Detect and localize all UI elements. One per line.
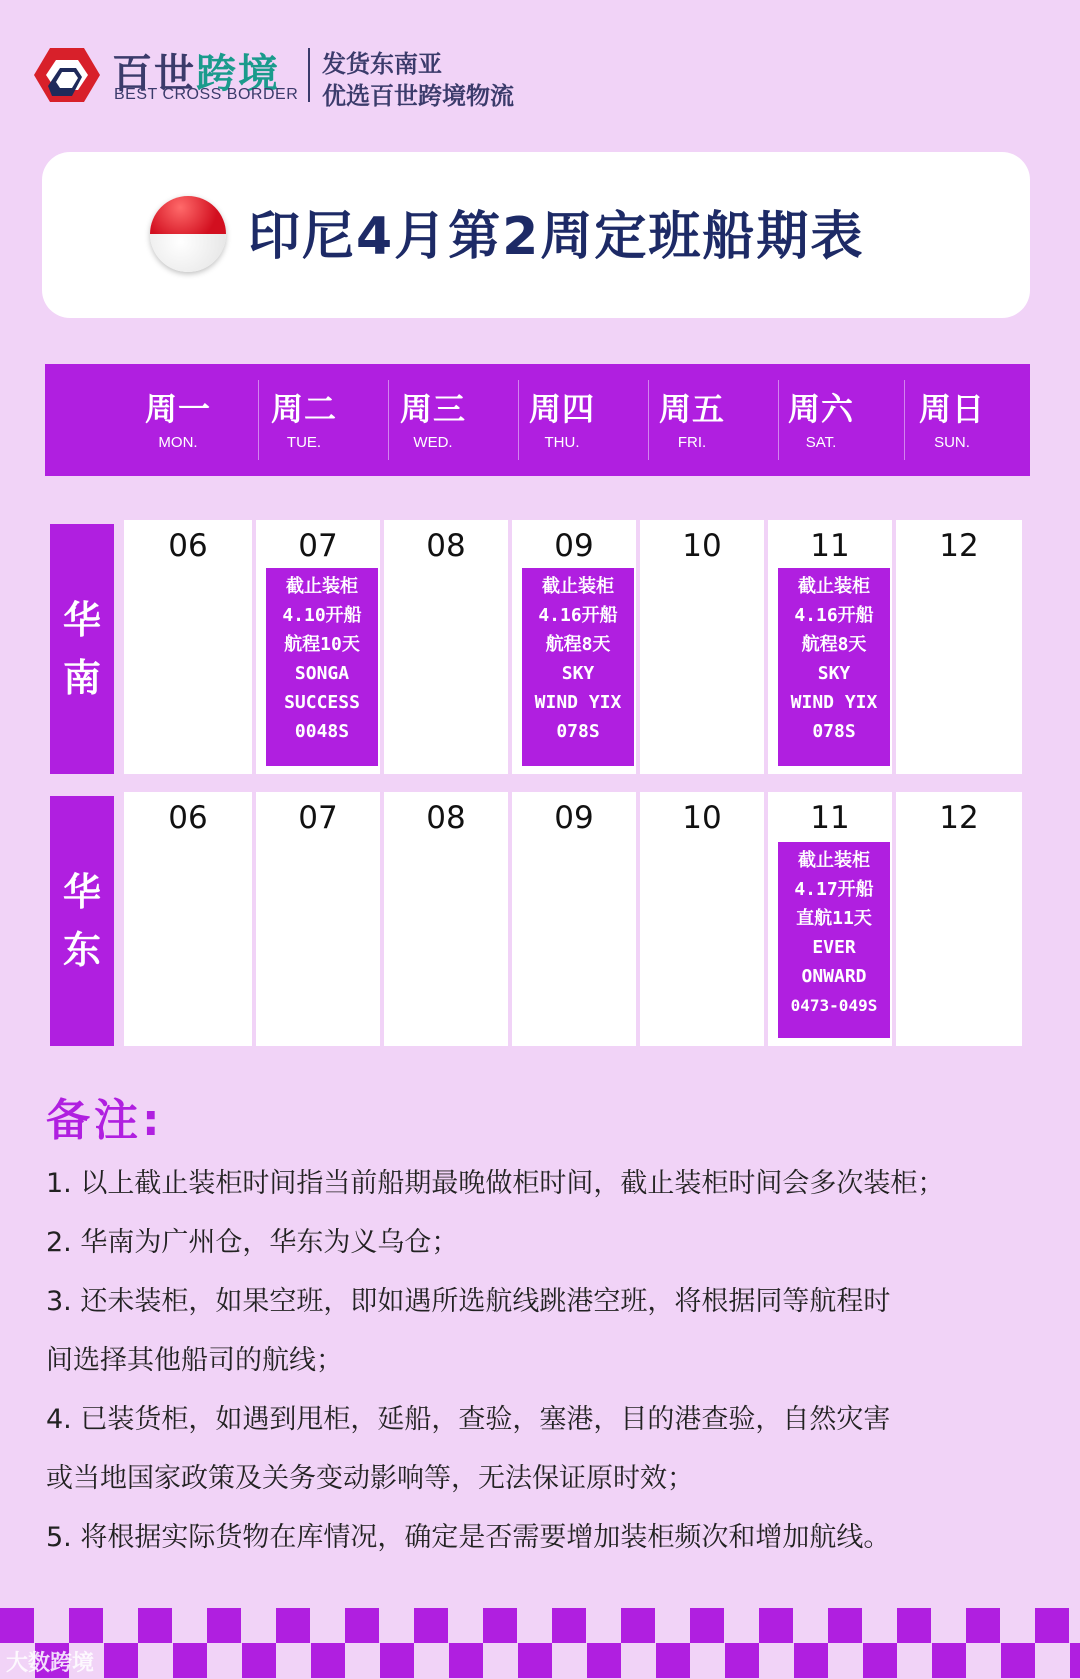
- note-item: 1. 以上截止装柜时间指当前船期最晚做柜时间，截止装柜时间会多次装柜；: [46, 1168, 945, 1199]
- weekday-thu: [497, 364, 627, 476]
- schedule-cell: [512, 520, 636, 774]
- vessel-name-2: WIND YIX: [790, 692, 878, 713]
- weekday-en: TUE.: [286, 434, 322, 451]
- note-item: 3. 还未装柜，如果空班，即如遇所选航线跳港空班，将根据同等航程时: [46, 1286, 891, 1317]
- sailing-info-box[interactable]: [266, 568, 378, 766]
- schedule-cell: [896, 520, 1022, 774]
- checker-square: [759, 1608, 793, 1643]
- sailing-info-box[interactable]: [778, 568, 890, 766]
- brand-divider: [308, 48, 310, 102]
- sailing-departure: 4.10开船: [282, 605, 362, 626]
- cell-date: 10: [682, 800, 722, 836]
- vessel-name-2: SUCCESS: [284, 692, 360, 713]
- weekday-fri: [627, 364, 757, 476]
- cell-date: 09: [554, 528, 594, 564]
- note-item: 5. 将根据实际货物在库情况，确定是否需要增加装柜频次和增加航线。: [46, 1522, 891, 1553]
- voyage-number: 078S: [812, 721, 856, 742]
- cell-date: 08: [426, 800, 466, 836]
- best-logo-icon: [32, 44, 102, 106]
- region-label-char: 东: [62, 928, 101, 972]
- checker-square: [449, 1643, 483, 1678]
- slogan-line-1: 发货东南亚: [322, 50, 442, 78]
- page-title: 印尼4月第2周定班船期表: [248, 207, 865, 267]
- cell-date: 12: [939, 800, 979, 836]
- sailing-cutoff: 截止装柜: [542, 576, 614, 597]
- weekday-en: WED.: [413, 434, 453, 451]
- voyage-number: 078S: [556, 721, 600, 742]
- note-item: 或当地国家政策及关务变动影响等，无法保证原时效；: [46, 1463, 694, 1494]
- checker-square: [725, 1643, 759, 1678]
- checker-square: [104, 1643, 138, 1678]
- checker-square: [587, 1643, 621, 1678]
- checker-square: [863, 1643, 897, 1678]
- cell-date: 12: [939, 528, 979, 564]
- checker-square: [345, 1608, 379, 1643]
- schedule-cell: [256, 520, 380, 774]
- indonesia-flag-icon: [150, 196, 226, 272]
- cell-date: 10: [682, 528, 722, 564]
- note-item: 2. 华南为广州仓，华东为义乌仓；: [46, 1227, 459, 1258]
- vessel-name-2: ONWARD: [801, 966, 867, 987]
- vessel-name-1: SONGA: [294, 663, 350, 684]
- vessel-name-2: WIND YIX: [534, 692, 622, 713]
- brand-name-en: BEST CROSS BORDER: [114, 86, 299, 103]
- checker-square: [0, 1608, 34, 1643]
- region-label-char: 南: [62, 656, 101, 700]
- note-item: 间选择其他船司的航线；: [46, 1345, 343, 1376]
- checker-square: [621, 1608, 655, 1643]
- checker-square: [656, 1643, 690, 1678]
- sailing-info-box[interactable]: [522, 568, 634, 766]
- weekday-cn: 周五: [658, 390, 725, 428]
- weekday-en: SUN.: [934, 434, 970, 451]
- sailing-departure: 4.17开船: [794, 879, 874, 900]
- cell-date: 09: [554, 800, 594, 836]
- title-card: [42, 152, 1030, 318]
- checker-square: [1070, 1643, 1080, 1678]
- checker-square: [483, 1608, 517, 1643]
- brand-header: [32, 40, 552, 108]
- sailing-cutoff: 截止装柜: [798, 576, 870, 597]
- weekday-en: MON.: [158, 434, 198, 451]
- region-label-south-china: [50, 524, 114, 774]
- schedule-cell: [640, 792, 764, 1046]
- slogan-line-2: 优选百世跨境物流: [322, 82, 514, 110]
- checker-square: [1035, 1608, 1069, 1643]
- weekday-cn: 周四: [528, 390, 595, 428]
- cell-date: 07: [298, 800, 338, 836]
- sailing-cutoff: 截止装柜: [798, 850, 870, 871]
- checker-square: [173, 1643, 207, 1678]
- note-item: 4. 已装货柜，如遇到甩柜，延船，查验，塞港，目的港查验，自然灾害: [46, 1404, 891, 1435]
- weekday-cn: 周二: [270, 390, 337, 428]
- cell-date: 06: [168, 800, 208, 836]
- checker-square: [138, 1608, 172, 1643]
- brand-name-cn-part1: 百世: [112, 51, 196, 97]
- cell-date: 11: [810, 528, 850, 564]
- weekday-cn: 周三: [399, 390, 466, 428]
- vessel-name-1: SKY: [561, 663, 595, 684]
- checker-square: [794, 1643, 828, 1678]
- schedule-cell: [256, 792, 380, 1046]
- notes-title: 备注:: [46, 1095, 164, 1146]
- brand-name-cn-part2: 跨境: [196, 51, 280, 97]
- sailing-duration: 航程8天: [801, 634, 867, 655]
- checker-square: [552, 1608, 586, 1643]
- voyage-number: 0048S: [294, 721, 350, 742]
- sailing-duration: 直航11天: [796, 908, 872, 929]
- weekday-en: FRI.: [677, 434, 707, 451]
- weekday-cn: 周六: [787, 390, 854, 428]
- weekday-header: [45, 364, 1030, 476]
- weekday-sun: [887, 364, 1017, 476]
- watermark-text: 大数跨境: [6, 1651, 95, 1676]
- weekday-en: SAT.: [805, 434, 837, 451]
- schedule-cell: [384, 520, 508, 774]
- sailing-duration: 航程8天: [545, 634, 611, 655]
- checker-square: [828, 1608, 862, 1643]
- region-label-char: 华: [62, 870, 101, 914]
- weekday-wed: [368, 364, 498, 476]
- weekday-mon: [113, 364, 243, 476]
- checker-square: [1001, 1643, 1035, 1678]
- checker-square: [897, 1608, 931, 1643]
- checker-square: [932, 1643, 966, 1678]
- checker-square: [276, 1608, 310, 1643]
- region-label-east-china: [50, 796, 114, 1046]
- schedule-cell: [124, 520, 252, 774]
- schedule-cell: [768, 520, 892, 774]
- weekday-en: THU.: [544, 434, 580, 451]
- cell-date: 07: [298, 528, 338, 564]
- sailing-cutoff: 截止装柜: [286, 576, 358, 597]
- sailing-info-box[interactable]: [778, 842, 890, 1038]
- checker-square: [414, 1608, 448, 1643]
- schedule-cell: [512, 792, 636, 1046]
- schedule-cell: [384, 792, 508, 1046]
- schedule-cell: [124, 792, 252, 1046]
- checker-square: [690, 1608, 724, 1643]
- weekday-cn: 周日: [918, 390, 985, 428]
- schedule-cell: [768, 792, 892, 1046]
- checker-square: [311, 1643, 345, 1678]
- schedule-cell: [640, 520, 764, 774]
- region-label-char: 华: [62, 598, 101, 642]
- checker-square: [207, 1608, 241, 1643]
- cell-date: 08: [426, 528, 466, 564]
- checker-square: [380, 1643, 414, 1678]
- voyage-number: 0473-049S: [790, 996, 878, 1015]
- checker-square: [242, 1643, 276, 1678]
- cell-date: 06: [168, 528, 208, 564]
- checker-footer: [0, 1608, 1080, 1679]
- sailing-departure: 4.16开船: [794, 605, 874, 626]
- checker-square: [69, 1608, 103, 1643]
- schedule-cell: [896, 792, 1022, 1046]
- weekday-tue: [239, 364, 369, 476]
- checker-square: [518, 1643, 552, 1678]
- sailing-duration: 航程10天: [284, 634, 360, 655]
- checker-square: [966, 1608, 1000, 1643]
- weekday-cn: 周一: [144, 390, 211, 428]
- vessel-name-1: SKY: [817, 663, 851, 684]
- sailing-departure: 4.16开船: [538, 605, 618, 626]
- cell-date: 11: [810, 800, 850, 836]
- vessel-name-1: EVER: [812, 937, 856, 958]
- weekday-sat: [756, 364, 886, 476]
